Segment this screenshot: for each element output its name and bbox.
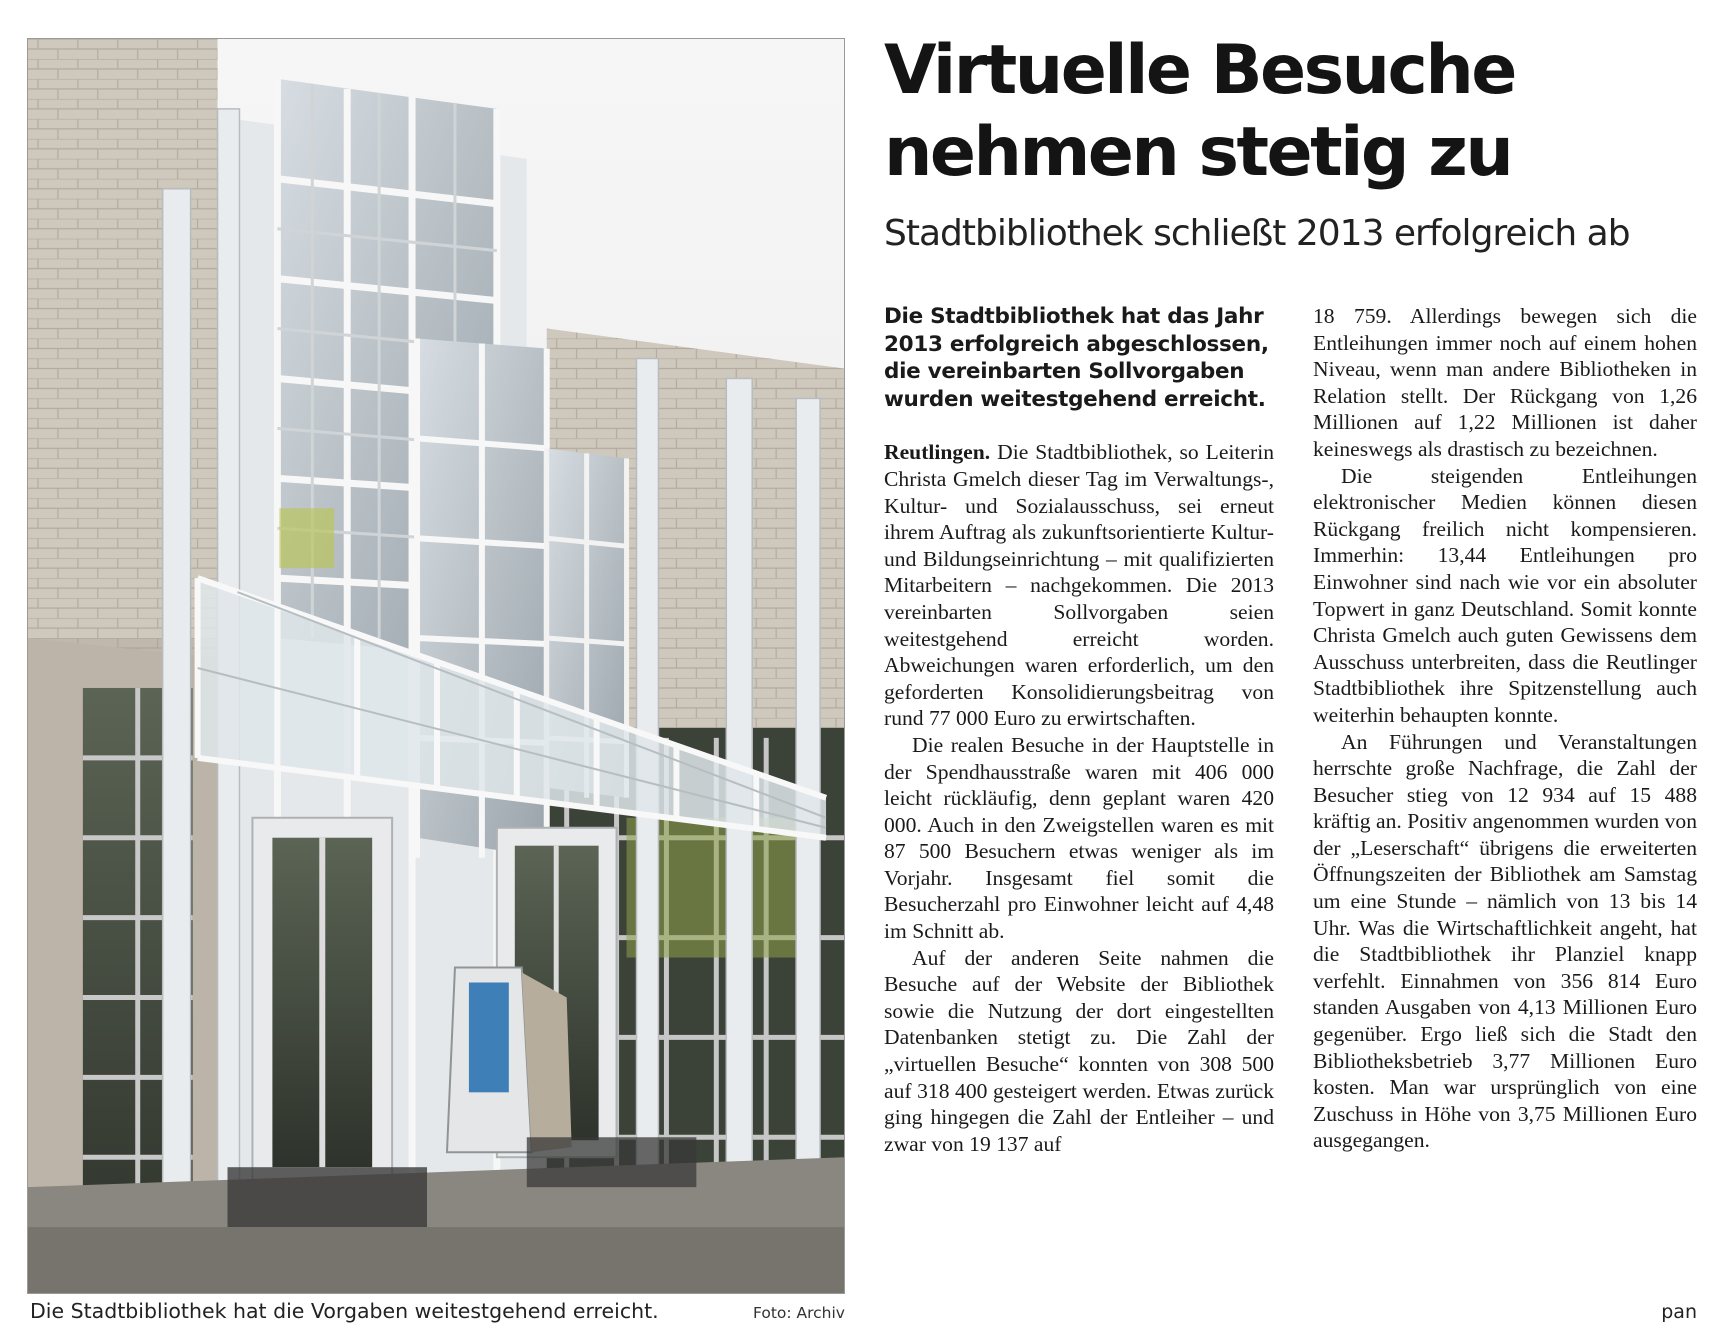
article-column-right (1313, 303, 1697, 1154)
article-subheadline: Stadtbibliothek schließt 2013 erfolgreich ab (884, 213, 1630, 254)
author-initials: pan (1661, 1301, 1697, 1323)
article-paragraph: Die realen Besuche in der Hauptstelle in der Spendhausstraße waren mit 406 000 leicht rückläufig, denn geplant waren 420 000. Auch in den Zweigstellen waren es mit 87 500 Besuchern etwas weniger als im Vorjahr. Insgesamt fiel somit die Besucherzahl pro Einwohner leicht auf 4,48 im Schnitt ab. (884, 732, 1274, 944)
article-paragraph: 18 759. Allerdings bewegen sich die Entleihungen immer noch auf einem hohen Niveau, wenn man andere Bibliotheken in Relation stellt. Der Rückgang von 1,26 Millionen auf 1,22 Millionen ist daher keineswegs als drastisch zu bezeichnen. (1313, 304, 1697, 461)
article-lead: Die Stadtbibliothek hat das Jahr 2013 erfolgreich abgeschlossen, die vereinbarten Sollvorgaben wurden weitestgehend erreicht. (884, 304, 1269, 412)
article-paragraph (884, 439, 1274, 732)
library-building-illustration (28, 39, 844, 1293)
photo-credit: Foto: Archiv (752, 1304, 845, 1322)
article-headline (884, 30, 1694, 194)
headline-line-2: nehmen stetig zu (884, 113, 1512, 192)
article-paragraph: Auf der anderen Seite nahmen die Besuche auf der Website der Bibliothek sowie die Nutzung der dort eingestellten Datenbanken stetigt zu. Die Zahl der „virtuellen Besuche“ konnten von 308 500 auf 318 400 gesteigert werden. Etwas zurück ging hingegen die Zahl der Entleiher – und zwar von 19 137 auf (884, 945, 1274, 1156)
photo-caption: Die Stadtbibliothek hat die Vorgaben weitestgehend erreicht. (30, 1299, 659, 1323)
article-paragraph: Die steigenden Entleihungen elektronischer Medien können diesen Rückgang freilich nicht kompensieren. Immerhin: 13,44 Entleihungen pro Einwohner sind nach wie vor ein absoluter Topwert in ganz Deutschland. Somit konnte Christa Gmelch auch guten Gewissens dem Ausschuss unterbreiten, dass die Reutlinger Stadtbibliothek ihre Spitzenstellung auch weiterhin behaupten konnte. (1313, 463, 1697, 727)
article-dateline: Reutlingen. (884, 440, 991, 465)
article-paragraph-text: Die Stadtbibliothek, so Leiterin Christa Gmelch dieser Tag im Verwaltungs-, Kultur- und Sozialausschuss, sei erneut ihrem Auftrag als zukunftsorientierte Kultur- und Bildungseinrichtung – mit qualifizierten Mitarbeitern – nachgekommen. Die 2013 vereinbarten Sollvorgaben seien weitestgehend erreicht worden. Abweichungen waren erforderlich, um den geforderten Konsolidierungsbeitrag von rund 77 000 Euro zu erwirtschaften. (884, 440, 1274, 731)
article-paragraph: An Führungen und Veranstaltungen herrschte große Nachfrage, die Zahl der Besucher stieg von 12 934 auf 15 488 kräftig an. Positiv angenommen wurden von der „Leserschaft“ übrigens die erweiterten Öffnungszeiten der Bibliothek am Samstag um eine Stunde – nämlich von 13 bis 14 Uhr. Was die Wirtschaftlichkeit angeht, hat die Stadtbibliothek ihr Planziel knapp verfehlt. Einnahmen von 356 814 Euro standen Ausgaben von 4,13 Millionen Euro gegenüber. Ergo ließ sich die Stadt den Bibliotheksbetrieb 3,77 Millionen Euro kosten. Man war ursprünglich von eine Zuschuss in Höhe von 3,75 Millionen Euro ausgegangen. (1313, 729, 1697, 1153)
article-column-left (884, 303, 1274, 1157)
headline-line-1: Virtuelle Besuche (884, 31, 1515, 110)
article-photo (27, 38, 845, 1294)
